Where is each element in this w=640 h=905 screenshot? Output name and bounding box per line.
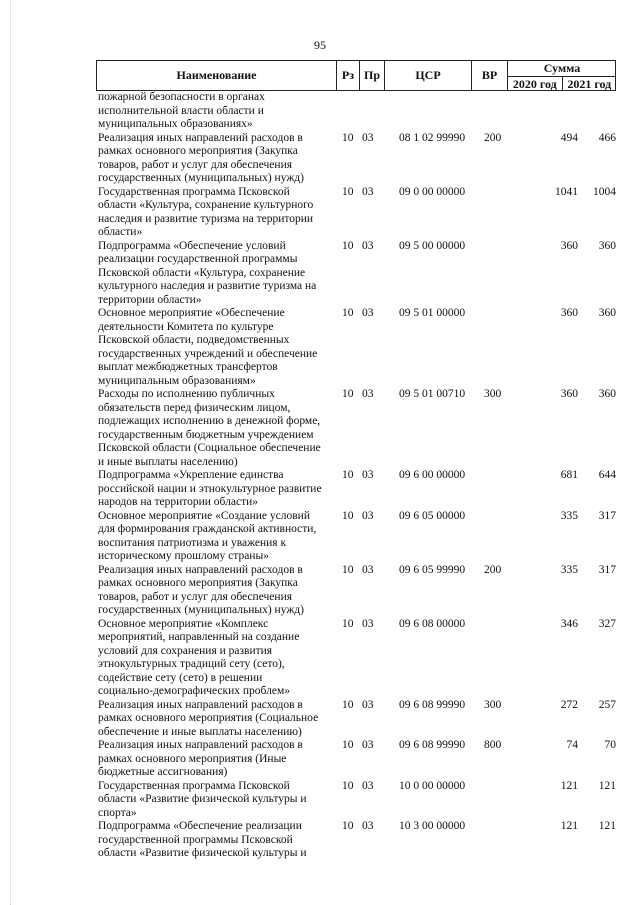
row-name-line: Подпрограмма «Обеспечение условий: [98, 239, 286, 252]
row-csr: 09 6 08 99990: [399, 698, 466, 711]
row-name-line: Реализация иных направлений расходов в: [98, 698, 303, 711]
scan-edge-trail: [10, 0, 11, 905]
table-row: [98, 469, 618, 510]
row-name: [98, 186, 336, 240]
row-name-line: государственным бюджетным учреждением: [98, 428, 314, 441]
row-rz: 10: [342, 617, 354, 630]
row-vr: 200: [484, 563, 502, 576]
row-name: [98, 618, 336, 699]
row-sum-2021: 121: [598, 820, 616, 832]
row-name-line: рамках основного мероприятия (Иные: [98, 752, 287, 765]
row-csr: 09 6 00 00000: [399, 469, 466, 481]
table-row: [98, 186, 618, 240]
row-rz: 10: [342, 698, 354, 711]
row-sum-2020: 74: [566, 739, 578, 751]
row-pr: 03: [362, 820, 374, 832]
row-name-line: области»: [98, 226, 143, 238]
row-name: [98, 564, 336, 618]
row-sum-2021: 317: [598, 509, 616, 522]
row-rz: 10: [342, 131, 354, 144]
row-name-line: Подпрограмма «Обеспечение реализации: [98, 820, 302, 832]
row-name-line: Реализация иных направлений расходов в: [98, 739, 303, 751]
row-rz: 10: [342, 509, 354, 522]
row-name-line: спорта»: [98, 806, 137, 819]
header-year-2021: 2021 год: [567, 77, 612, 91]
header-pr: Пр: [360, 61, 385, 90]
row-csr: 09 6 08 00000: [399, 617, 466, 630]
header-name: Наименование: [97, 61, 337, 90]
row-sum-2020: 1041: [555, 185, 578, 198]
row-name-line: территории области»: [98, 293, 202, 306]
row-name-line: обеспечение и иные выплаты населению): [98, 725, 302, 738]
table-row: [98, 307, 618, 388]
row-csr: 08 1 02 99990: [399, 131, 466, 144]
row-sum-2020: 335: [560, 563, 578, 576]
row-pr: 03: [362, 739, 374, 751]
row-name: [98, 699, 336, 740]
row-name: [98, 469, 336, 510]
row-sum-2021: 644: [598, 469, 616, 481]
table-row: [98, 388, 618, 469]
table-row: [98, 780, 618, 821]
row-name-line: мероприятий, направленный на создание: [98, 631, 300, 643]
row-pr: 03: [362, 239, 374, 252]
row-name-line: подлежащих исполнению в денежной форме,: [98, 415, 321, 427]
row-name-line: области «Развитие физической культуры и: [98, 793, 307, 805]
table-row: [98, 618, 618, 699]
header-csr: ЦСР: [385, 61, 472, 90]
row-name-line: Реализация иных направлений расходов в: [98, 131, 303, 144]
table-row: [98, 739, 618, 780]
row-name-line: области «Развитие физической культуры и: [98, 847, 307, 859]
row-csr: 09 6 08 99990: [399, 739, 466, 751]
row-name: [98, 240, 336, 308]
page-number: 95: [314, 38, 326, 52]
row-vr: 300: [484, 388, 502, 400]
row-name-line: воспитания патриотизма и уважения к: [98, 536, 287, 549]
header-sum: [508, 61, 616, 90]
row-name-line: Псковской области «Культура, сохранение: [98, 266, 306, 279]
row-name-line: для формирования гражданской активности,: [98, 523, 317, 535]
row-pr: 03: [362, 779, 374, 792]
row-name-line: Государственная программа Псковской: [98, 779, 290, 792]
row-pr: 03: [362, 469, 374, 481]
header-sum-title: Сумма: [508, 61, 616, 77]
table-row: [98, 132, 618, 186]
table-row: [98, 699, 618, 740]
row-sum-2020: 335: [560, 509, 578, 522]
row-sum-2021: 317: [598, 563, 616, 576]
row-name-line: государственных учреждений и обеспечение: [98, 347, 318, 360]
row-name: [98, 780, 336, 821]
row-sum-2021: 121: [598, 779, 616, 792]
row-sum-2020: 360: [560, 388, 578, 400]
row-rz: 10: [342, 469, 354, 481]
row-name: [98, 820, 336, 861]
row-name-line: Расходы по исполнению публичных: [98, 388, 275, 400]
row-name: [98, 388, 336, 469]
row-name-line: Подпрограмма «Укрепление единства: [98, 469, 284, 481]
row-sum-2020: 121: [560, 779, 578, 792]
table-row: [98, 564, 618, 618]
row-sum-2021: 1004: [593, 185, 616, 198]
header-year-2020: 2020 год: [508, 77, 563, 91]
row-name-line: Реализация иных направлений расходов в: [98, 563, 303, 576]
row-sum-2021: 360: [598, 388, 616, 400]
row-name-line: Основное мероприятие «Комплекс: [98, 617, 269, 630]
row-pr: 03: [362, 388, 374, 400]
row-name-line: условий для сохранения и развития: [98, 644, 273, 657]
row-name-line: товаров, работ и услуг для обеспечения: [98, 158, 293, 171]
row-name-line: Основное мероприятие «Создание условий: [98, 509, 310, 522]
row-name-line: рамках основного мероприятия (Социальное: [98, 712, 319, 724]
header-sum-years: [508, 77, 616, 91]
row-pr: 03: [362, 509, 374, 522]
row-name-line: наследия и развитие туризма на территории: [98, 212, 314, 225]
row-sum-2020: 360: [560, 307, 578, 319]
row-name-line: народов на территории области»: [98, 496, 259, 508]
row-name-line: Псковской области, подведомственных: [98, 334, 290, 346]
row-name-line: Основное мероприятие «Обеспечение: [98, 307, 285, 319]
row-csr: 09 5 01 00710: [399, 388, 466, 400]
row-name-line: этнокультурных традиций сету (сето),: [98, 658, 285, 670]
row-name-line: бюджетные ассигнования): [98, 766, 228, 778]
row-pr: 03: [362, 617, 374, 630]
row-vr: 800: [484, 739, 502, 751]
row-rz: 10: [342, 779, 354, 792]
row-name-line: Государственная программа Псковской: [98, 185, 290, 198]
row-name-line: реализации государственной программы: [98, 253, 298, 265]
row-sum-2021: 466: [598, 131, 616, 144]
row-name-line: Псковской области (Социальное обеспечение: [98, 442, 321, 454]
table-row: [98, 91, 618, 132]
row-csr: 10 3 00 00000: [399, 820, 466, 832]
row-name-line: государственных (муниципальных) нужд): [98, 172, 304, 184]
row-name: [98, 510, 336, 564]
table-body: [98, 91, 618, 861]
row-name-line: муниципальных образованиях»: [98, 118, 253, 130]
row-name-line: товаров, работ и услуг для обеспечения: [98, 590, 293, 603]
row-sum-2021: 70: [604, 739, 616, 751]
row-sum-2021: 360: [598, 239, 616, 252]
row-pr: 03: [362, 563, 374, 576]
row-sum-2020: 121: [560, 820, 578, 832]
row-csr: 10 0 00 00000: [399, 779, 466, 792]
row-name-line: социально-демографических проблем»: [98, 685, 290, 697]
row-vr: 300: [484, 698, 502, 711]
row-name: [98, 132, 336, 186]
row-csr: 09 6 05 00000: [399, 509, 466, 522]
row-name-line: выплат межбюджетных трансфертов: [98, 361, 278, 373]
row-name-line: обязательств перед физическим лицом,: [98, 401, 291, 414]
row-rz: 10: [342, 739, 354, 751]
row-name-line: рамках основного мероприятия (Закупка: [98, 145, 298, 157]
row-csr: 09 5 00 00000: [399, 239, 466, 252]
table-row: [98, 510, 618, 564]
row-name-line: области «Культура, сохранение культурного: [98, 199, 314, 211]
row-csr: 09 6 05 99990: [399, 563, 466, 576]
row-rz: 10: [342, 563, 354, 576]
row-name-line: культурного наследия и развитие туризма на: [98, 280, 317, 292]
row-sum-2021: 360: [598, 307, 616, 319]
row-sum-2020: 346: [560, 617, 578, 630]
row-name-line: пожарной безопасности в органах: [98, 91, 265, 103]
row-name-line: исполнительной власти области и: [98, 104, 264, 117]
row-name-line: и иные выплаты населению): [98, 455, 238, 468]
row-name-line: содействие сету (сето) в решении: [98, 671, 263, 684]
row-csr: 09 5 01 00000: [399, 307, 466, 319]
row-name-line: историческому прошлому страны»: [98, 550, 269, 562]
row-pr: 03: [362, 131, 374, 144]
row-sum-2021: 257: [598, 698, 616, 711]
row-rz: 10: [342, 820, 354, 832]
row-vr: 200: [484, 131, 502, 144]
header-vr: ВР: [472, 61, 508, 90]
row-name-line: рамках основного мероприятия (Закупка: [98, 577, 298, 589]
row-pr: 03: [362, 185, 374, 198]
row-pr: 03: [362, 698, 374, 711]
row-pr: 03: [362, 307, 374, 319]
table-header: [96, 60, 616, 91]
table-row: [98, 240, 618, 308]
row-sum-2021: 327: [598, 617, 616, 630]
row-name-line: государственной программы Псковской: [98, 833, 293, 846]
row-sum-2020: 360: [560, 239, 578, 252]
row-name: [98, 739, 336, 780]
header-rz: Рз: [337, 61, 360, 90]
row-name-line: государственных (муниципальных) нужд): [98, 604, 304, 616]
row-rz: 10: [342, 239, 354, 252]
row-sum-2020: 681: [560, 469, 578, 481]
row-sum-2020: 272: [560, 698, 578, 711]
table-row: [98, 820, 618, 861]
row-rz: 10: [342, 307, 354, 319]
row-sum-2020: 494: [560, 131, 578, 144]
row-name-line: деятельности Комитета по культуре: [98, 320, 274, 333]
row-name-line: муниципальным образованиям»: [98, 374, 256, 387]
row-rz: 10: [342, 388, 354, 400]
row-rz: 10: [342, 185, 354, 198]
row-csr: 09 0 00 00000: [399, 185, 466, 198]
row-name: [98, 307, 336, 388]
row-name: [98, 91, 336, 132]
row-name-line: российской нации и этнокультурное развитие: [98, 482, 322, 495]
